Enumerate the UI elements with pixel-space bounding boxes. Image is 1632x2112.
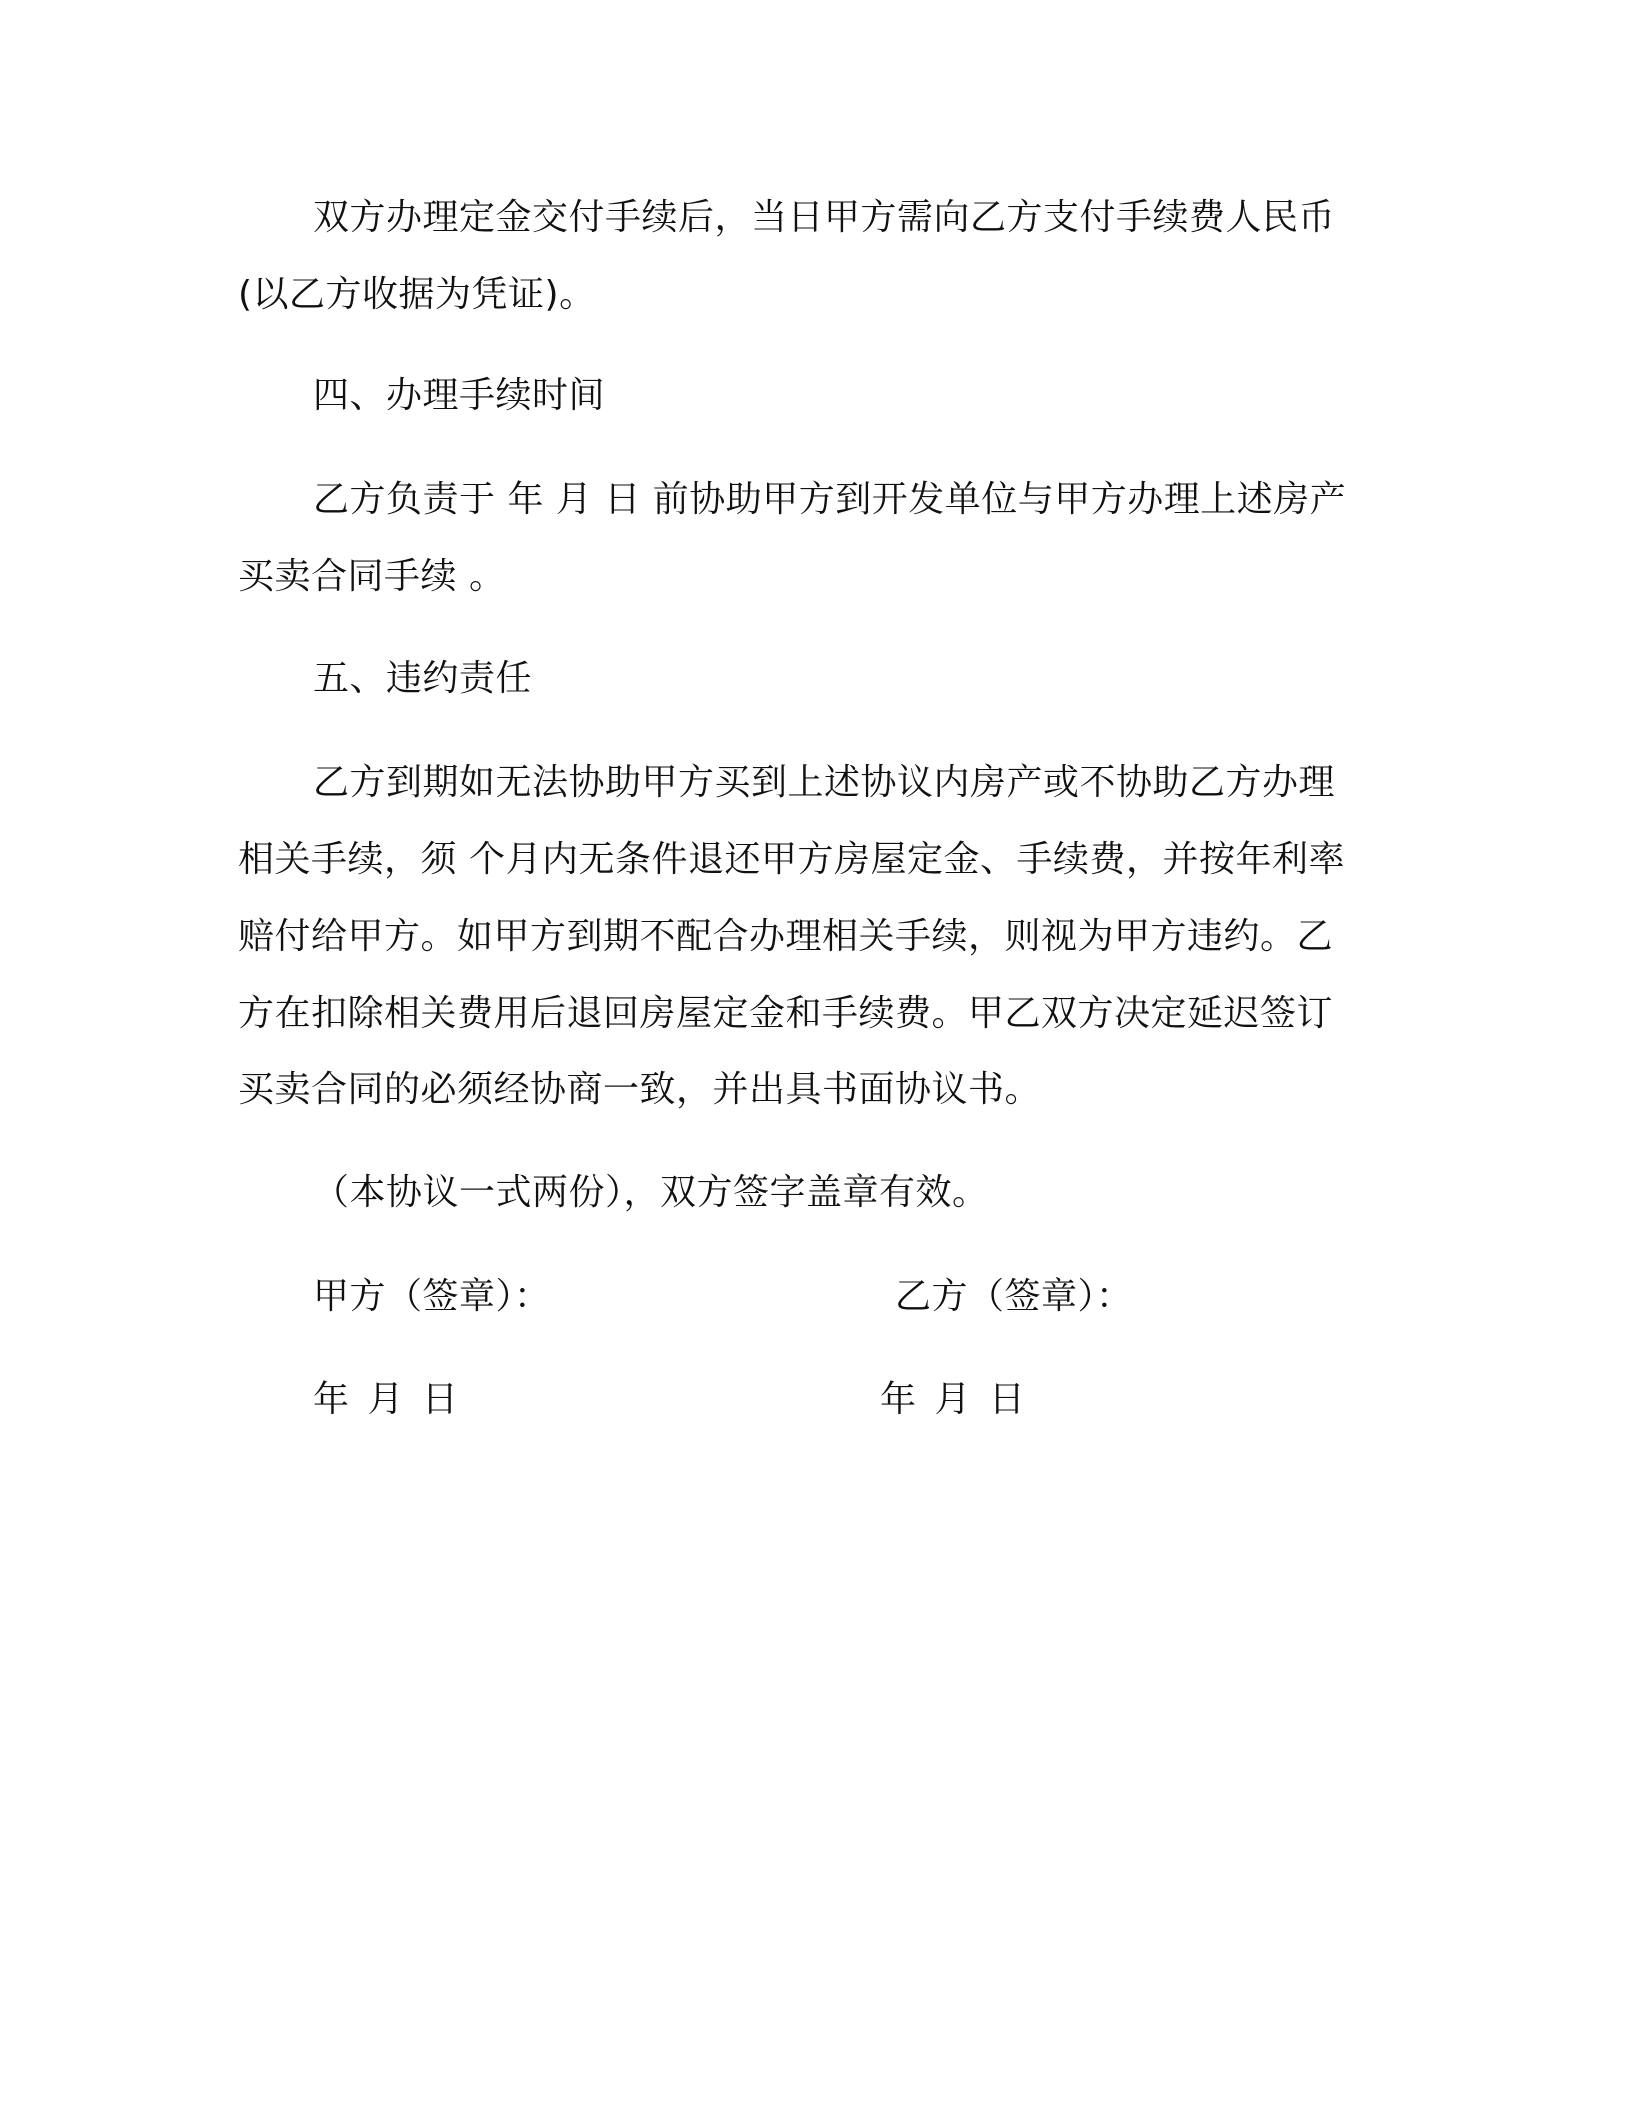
party-b-signature-label: 乙方（签章）： bbox=[895, 1276, 1133, 1317]
party-a-signature-label: 甲方（签章）： bbox=[313, 1276, 551, 1317]
paragraph-time-line-2: 买卖合同手续 。 bbox=[238, 556, 506, 597]
paragraph-fee-line-2: (以乙方收据为凭证)。 bbox=[238, 274, 596, 315]
section-heading-4: 四、办理手续时间 bbox=[313, 375, 606, 416]
paragraph-breach-line-2: 相关手续，须 个月内无条件退还甲方房屋定金、手续费，并按年利率 bbox=[238, 839, 1345, 880]
closing-statement: （本协议一式两份），双方签字盖章有效。 bbox=[313, 1172, 989, 1213]
paragraph-breach-line-3: 赔付给甲方。如甲方到期不配合办理相关手续，则视为甲方违约。乙 bbox=[238, 916, 1334, 957]
paragraph-breach-line-4: 方在扣除相关费用后退回房屋定金和手续费。甲乙双方决定延迟签订 bbox=[238, 993, 1334, 1034]
section-heading-5: 五、违约责任 bbox=[313, 658, 533, 699]
party-a-date: 年 月 日 bbox=[313, 1379, 459, 1420]
paragraph-time-line-1: 乙方负责于 年 月 日 前协助甲方到开发单位与甲方办理上述房产 bbox=[313, 479, 1347, 520]
party-b-date: 年 月 日 bbox=[880, 1379, 1026, 1420]
paragraph-fee-line-1: 双方办理定金交付手续后，当日甲方需向乙方支付手续费人民币 bbox=[313, 197, 1336, 238]
paragraph-breach-line-1: 乙方到期如无法协助甲方买到上述协议内房产或不协助乙方办理 bbox=[313, 762, 1336, 803]
paragraph-breach-line-5: 买卖合同的必须经协商一致，并出具书面协议书。 bbox=[238, 1069, 1042, 1110]
